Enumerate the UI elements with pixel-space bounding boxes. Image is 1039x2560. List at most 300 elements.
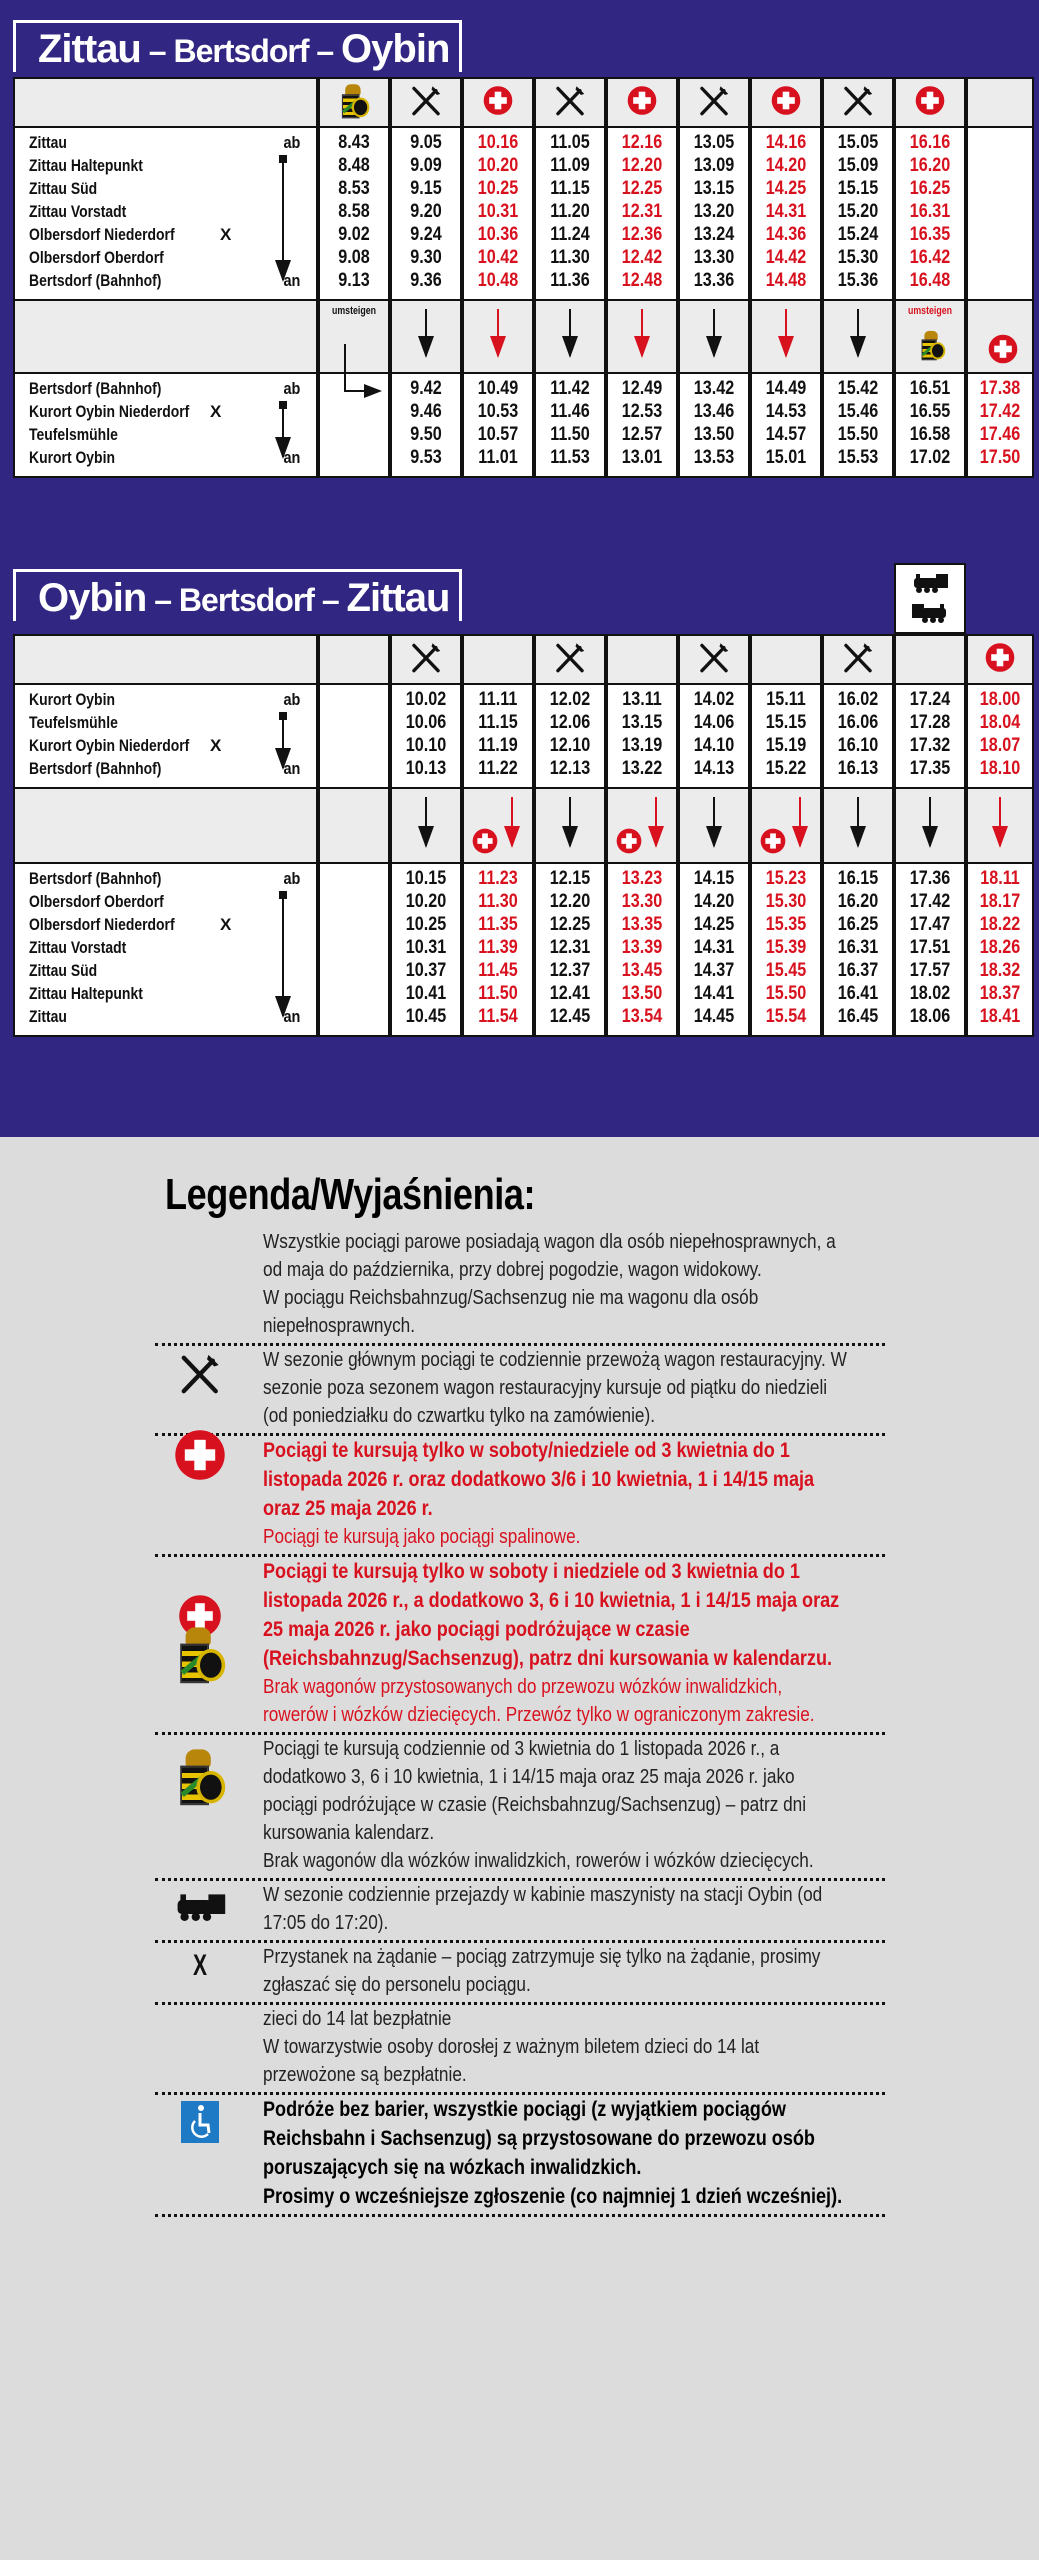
station-name: Bertsdorf (Bahnhof) (29, 271, 162, 290)
section1-lower-stops (13, 372, 1034, 478)
legend-item (155, 1735, 885, 1881)
departure-time: 13.01 (621, 447, 663, 468)
departure-time: 18.10 (979, 758, 1021, 779)
time-cell (390, 126, 462, 301)
red-cross-icon (473, 829, 498, 854)
time-cell (678, 634, 750, 685)
section2-header-row (13, 634, 1034, 685)
legend-text (263, 1436, 848, 1551)
legend-paragraph: Pociągi te kursują jako pociągi spalinowe. (263, 1526, 581, 1548)
time-cell (966, 372, 1034, 478)
cutlery-icon (842, 641, 875, 674)
request-stop-mark: X (220, 915, 232, 934)
departure-time: 10.53 (477, 401, 519, 422)
cutlery-icon (410, 641, 443, 674)
down-arrow-icon (713, 797, 715, 846)
station-ab-an-marker: ab (283, 869, 301, 888)
route-direction-arrow-icon (282, 893, 284, 1016)
departure-time: 12.45 (549, 1006, 591, 1027)
departure-time: 11.01 (478, 447, 518, 468)
title-via: Bertsdorf (178, 582, 314, 618)
departure-time: 17.57 (909, 960, 951, 981)
departure-time: 10.41 (405, 983, 447, 1004)
departure-time: 15.50 (837, 424, 879, 445)
departure-time: 15.20 (837, 201, 879, 222)
request-stop-mark: X (210, 402, 222, 421)
header-icon-holder (410, 84, 443, 122)
departure-time: 15.35 (765, 914, 807, 935)
departure-time: 12.41 (549, 983, 591, 1004)
departure-time: 17.28 (909, 712, 951, 733)
departure-time: 14.31 (765, 201, 807, 222)
legend-paragraph: W pociągu Reichsbahnzug/Sachsenzug nie ma wagonu dla osób niepełnosprawnych. (263, 1287, 759, 1337)
departure-time: 17.42 (979, 401, 1021, 422)
time-cell (822, 683, 894, 789)
section2-lower-stops (13, 862, 1034, 1037)
legend-paragraph: W sezonie głównym pociągi te codziennie przewożą wagon restauracyjny. W sezonie poza sezonem wagon restauracyjny kursuje od piątku do niedzieli (od poniedziałku do czwartku tylko na zamówienie). (263, 1349, 847, 1427)
legend-icon-holder (155, 2101, 245, 2143)
header-icon-holder (629, 87, 655, 118)
departure-time: 15.39 (765, 937, 807, 958)
legend-text (263, 1735, 848, 1875)
time-cell (534, 372, 606, 478)
time-cell (750, 683, 822, 789)
time-cell (750, 372, 822, 478)
wheelchair-icon (181, 2101, 219, 2143)
time-cell (390, 787, 462, 864)
station-ab-an-marker: an (283, 271, 301, 290)
time-cell (462, 126, 534, 301)
departure-time: 10.25 (477, 178, 519, 199)
departure-time: 12.13 (549, 758, 591, 779)
time-cell (966, 862, 1034, 1037)
departure-time: 11.35 (478, 914, 518, 935)
time-cell (606, 299, 678, 374)
departure-time: 14.25 (693, 914, 735, 935)
route-start-marker (279, 891, 287, 899)
time-cell (462, 77, 534, 128)
title-destination: Oybin (341, 27, 450, 71)
departure-time: 17.51 (909, 937, 951, 958)
legend-item (155, 1228, 885, 1346)
header-icon-holder (485, 87, 511, 118)
station-ab-an-marker: an (283, 448, 301, 467)
time-cell (750, 299, 822, 374)
departure-time: 16.16 (909, 132, 951, 153)
departure-time: 14.45 (693, 1006, 735, 1027)
departure-time: 14.41 (693, 983, 735, 1004)
departure-time: 12.20 (621, 155, 663, 176)
red-cross-icon (484, 86, 513, 115)
station-name: Bertsdorf (Bahnhof) (29, 869, 162, 888)
departure-time: 13.05 (693, 132, 735, 153)
departure-time: 10.31 (405, 937, 447, 958)
station-cell (13, 372, 318, 478)
red-cross-icon (628, 86, 657, 115)
departure-time: 12.15 (549, 868, 591, 889)
red-cross-icon (986, 643, 1015, 672)
cutlery-icon (410, 84, 443, 117)
down-arrow-icon (425, 309, 427, 356)
legend-paragraph: Wszystkie pociągi parowe posiadają wagon dla osób niepełnosprawnych, a od maja do października, przy dobrej pogodzie, wagon widokowy. (263, 1231, 836, 1281)
legend-item (155, 1346, 885, 1436)
departure-time: 16.06 (837, 712, 879, 733)
header-icon-holder (917, 87, 943, 118)
departure-time: 12.25 (621, 178, 663, 199)
steam-locomotive-icon (910, 573, 950, 593)
time-cell (390, 299, 462, 374)
departure-time: 17.36 (909, 868, 951, 889)
departure-time: 11.50 (550, 424, 590, 445)
legend-paragraph: W towarzystwie osoby dorosłej z ważnym biletem dzieci do 14 lat przewożone są bezpłatnie. (263, 2036, 760, 2086)
departure-time: 12.31 (549, 937, 591, 958)
legend-text (263, 1881, 848, 1937)
departure-time: 11.11 (478, 689, 518, 710)
time-cell (606, 634, 678, 685)
time-cell (894, 787, 966, 864)
time-cell (894, 126, 966, 301)
departure-time: 15.36 (837, 270, 879, 291)
legend-title: Legenda/Wyjaśnienia: (165, 1170, 536, 1219)
departure-time: 9.46 (410, 401, 442, 422)
departure-time: 11.53 (550, 447, 590, 468)
departure-time: 12.10 (549, 735, 591, 756)
station-name: Zittau (29, 1007, 67, 1026)
time-cell (606, 126, 678, 301)
departure-time: 14.13 (693, 758, 735, 779)
sachsen-reichsbahn-crest-icon (339, 84, 370, 121)
down-arrow-icon (999, 797, 1001, 846)
legend-list (155, 1228, 885, 2217)
departure-time: 14.53 (765, 401, 807, 422)
time-cell (462, 862, 534, 1037)
time-cell (318, 126, 390, 301)
red-cross-icon (916, 86, 945, 115)
station-name: Olbersdorf Niederdorf (29, 225, 175, 244)
station-name: Zittau Süd (29, 961, 98, 980)
change-trains-label: umsteigen (907, 305, 952, 317)
departure-time: 10.16 (477, 132, 519, 153)
departure-time: 12.48 (621, 270, 663, 291)
departure-time: 12.36 (621, 224, 663, 245)
departure-time: 16.35 (909, 224, 951, 245)
time-cell (318, 862, 390, 1037)
departure-time: 10.20 (477, 155, 519, 176)
departure-time: 15.42 (837, 378, 879, 399)
cutlery-icon (178, 1352, 222, 1396)
departure-time: 18.00 (979, 689, 1021, 710)
departure-time: 18.37 (979, 983, 1021, 1004)
departure-time: 14.15 (693, 868, 735, 889)
time-cell (750, 634, 822, 685)
red-cross-icon (617, 829, 642, 854)
time-cell (534, 299, 606, 374)
departure-time: 10.15 (405, 868, 447, 889)
route-start-marker (279, 401, 287, 409)
time-cell (822, 299, 894, 374)
red-cross-icon (772, 86, 801, 115)
departure-time: 11.30 (478, 891, 518, 912)
time-cell (966, 683, 1034, 789)
departure-time: 14.57 (765, 424, 807, 445)
departure-time: 15.15 (837, 178, 879, 199)
departure-time: 17.02 (909, 447, 951, 468)
time-cell (822, 862, 894, 1037)
departure-time: 12.53 (621, 401, 663, 422)
departure-time: 11.23 (478, 868, 518, 889)
departure-time: 16.48 (909, 270, 951, 291)
red-cross-icon (761, 829, 786, 854)
departure-time: 9.53 (410, 447, 442, 468)
departure-time: 18.07 (979, 735, 1021, 756)
legend-text (263, 1943, 848, 1999)
time-cell (894, 372, 966, 478)
departure-time: 15.15 (765, 712, 807, 733)
departure-time: 13.20 (693, 201, 735, 222)
time-cell (390, 372, 462, 478)
departure-time: 9.50 (410, 424, 442, 445)
departure-time: 15.19 (765, 735, 807, 756)
time-cell (534, 126, 606, 301)
time-cell (462, 787, 534, 864)
departure-time: 14.49 (765, 378, 807, 399)
departure-time: 13.24 (693, 224, 735, 245)
departure-time: 14.06 (693, 712, 735, 733)
steam-locomotive-icon (910, 603, 950, 623)
station-cell (13, 683, 318, 789)
station-ab-an-marker: an (283, 759, 301, 778)
departure-time: 14.20 (693, 891, 735, 912)
departure-time: 15.30 (837, 247, 879, 268)
down-arrow-icon (511, 797, 513, 846)
departure-time: 11.15 (550, 178, 590, 199)
down-arrow-icon (655, 797, 657, 846)
departure-time: 14.02 (693, 689, 735, 710)
departure-time: 13.11 (622, 689, 662, 710)
departure-time: 10.31 (477, 201, 519, 222)
departure-time: 15.46 (837, 401, 879, 422)
departure-time: 14.16 (765, 132, 807, 153)
departure-time: 14.37 (693, 960, 735, 981)
station-name: Zittau Vorstadt (29, 938, 127, 957)
departure-time: 16.10 (837, 735, 879, 756)
time-cell (606, 372, 678, 478)
departure-time: 10.10 (405, 735, 447, 756)
station-ab-an-marker: ab (283, 133, 301, 152)
departure-time: 16.02 (837, 689, 879, 710)
departure-time: 8.43 (338, 132, 370, 153)
departure-time: 13.42 (693, 378, 735, 399)
station-name: Zittau Haltepunkt (29, 156, 143, 175)
time-cell (318, 683, 390, 789)
departure-time: 18.32 (979, 960, 1021, 981)
departure-time: 12.42 (621, 247, 663, 268)
time-cell (606, 683, 678, 789)
section1-transfer-row (13, 299, 1034, 374)
time-cell (606, 787, 678, 864)
time-cell (822, 634, 894, 685)
legend-text (263, 1228, 848, 1340)
station-name: Zittau Vorstadt (29, 202, 127, 221)
title-sep: – (313, 582, 347, 618)
station-name: Kurort Oybin Niederdorf (29, 736, 190, 755)
departure-time: 14.20 (765, 155, 807, 176)
legend-paragraph: Przystanek na żądanie – pociąg zatrzymuje się tylko na żądanie, prosimy zgłaszać się do personelu pociągu. (263, 1946, 821, 1996)
departure-time: 16.51 (909, 378, 951, 399)
departure-time: 15.23 (765, 868, 807, 889)
title-origin: Zittau (38, 27, 141, 71)
departure-time: 12.16 (621, 132, 663, 153)
departure-time: 18.41 (979, 1006, 1021, 1027)
legend-paragraph: Pociągi te kursują tylko w soboty/niedziele od 3 kwietnia do 1 listopada 2026 r. oraz dodatkowo 3/6 i 10 kwietnia, 1 i 14/15 maja oraz 25 maja 2026 r. (263, 1439, 815, 1520)
departure-time: 11.19 (478, 735, 518, 756)
departure-time: 15.24 (837, 224, 879, 245)
title-sep: – (146, 582, 179, 618)
departure-time: 16.45 (837, 1006, 879, 1027)
departure-time: 10.48 (477, 270, 519, 291)
header-icon-holder (987, 644, 1013, 675)
legend-icon-holder (155, 1741, 245, 1797)
time-cell (966, 126, 1034, 301)
station-name: Teufelsmühle (29, 713, 118, 732)
time-cell (318, 77, 390, 128)
title-sep: – (308, 33, 342, 69)
departure-time: 15.09 (837, 155, 879, 176)
departure-time: 17.46 (979, 424, 1021, 445)
departure-time: 13.35 (621, 914, 663, 935)
down-arrow-icon (569, 797, 571, 846)
station-ab-an-marker: an (283, 1007, 301, 1026)
departure-time: 8.48 (338, 155, 370, 176)
title-origin: Oybin (38, 576, 147, 620)
time-cell (534, 77, 606, 128)
section1-title (13, 20, 462, 72)
legend-icon-holder (155, 1887, 245, 1927)
request-stop-mark: X (220, 225, 232, 244)
time-cell (894, 77, 966, 128)
legend-paragraph: Brak wagonów przystosowanych do przewozu wózków inwalidzkich, rowerów i wózków dziecięcych. Przewóz tylko w ograniczonym zakresie. (263, 1676, 815, 1726)
departure-time: 9.05 (410, 132, 442, 153)
departure-time: 17.50 (979, 447, 1021, 468)
departure-time: 11.36 (550, 270, 590, 291)
departure-time: 13.50 (693, 424, 735, 445)
departure-time: 18.11 (980, 868, 1020, 889)
down-arrow-icon (785, 309, 787, 356)
departure-time: 16.20 (909, 155, 951, 176)
departure-time: 17.38 (979, 378, 1021, 399)
station-name: Kurort Oybin (29, 690, 115, 709)
departure-time: 14.42 (765, 247, 807, 268)
departure-time: 9.09 (410, 155, 442, 176)
time-cell (534, 683, 606, 789)
departure-time: 16.58 (909, 424, 951, 445)
station-name: Teufelsmühle (29, 425, 118, 444)
departure-time: 13.30 (621, 891, 663, 912)
departure-time: 8.58 (338, 201, 370, 222)
departure-time: 17.35 (909, 758, 951, 779)
station-name: Olbersdorf Oberdorf (29, 248, 164, 267)
departure-time: 14.10 (693, 735, 735, 756)
departure-time: 15.22 (765, 758, 807, 779)
departure-time: 12.37 (549, 960, 591, 981)
station-cell (13, 77, 318, 128)
time-cell (534, 634, 606, 685)
departure-time: 10.45 (405, 1006, 447, 1027)
departure-time: 14.31 (693, 937, 735, 958)
time-cell (606, 77, 678, 128)
red-cross-icon (175, 1430, 224, 1479)
departure-time: 11.39 (478, 937, 518, 958)
departure-time: 11.22 (478, 758, 518, 779)
down-arrow-icon (497, 309, 499, 356)
header-icon-holder (410, 641, 443, 679)
time-cell (894, 299, 966, 374)
section1-header-row (13, 77, 1034, 128)
cutlery-icon (554, 84, 587, 117)
departure-time: 18.22 (979, 914, 1021, 935)
departure-time: 14.48 (765, 270, 807, 291)
cross-and-crest-icon (186, 1603, 214, 1675)
down-arrow-icon (425, 797, 427, 846)
down-arrow-icon (569, 309, 571, 356)
time-cell (390, 634, 462, 685)
request-stop-x-icon: X (192, 1949, 207, 1982)
departure-time: 15.53 (837, 447, 879, 468)
route-start-marker (279, 155, 287, 163)
legend-paragraph: Podróże bez barier, wszystkie pociągi (z wyjątkiem pociągów Reichsbahn i Sachsenzug) są przystosowane do przewozu osób poruszających się na wózkach inwalidzkich. (263, 2098, 815, 2179)
title-via: Bertsdorf (173, 33, 309, 69)
departure-time: 12.49 (621, 378, 663, 399)
legend-icon-holder (155, 1352, 245, 1396)
departure-time: 13.22 (621, 758, 663, 779)
legend-text (263, 1346, 848, 1430)
header-icon-holder (698, 641, 731, 679)
time-cell (966, 787, 1034, 864)
departure-time: 13.46 (693, 401, 735, 422)
legend-item (155, 2005, 885, 2095)
cutlery-icon (698, 84, 731, 117)
station-cell (13, 787, 318, 864)
title-destination: Zittau (346, 576, 450, 620)
departure-time: 12.06 (549, 712, 591, 733)
legend-paragraph: Brak wagonów dla wózków inwalidzkich, rowerów i wózków dziecięcych. (263, 1850, 814, 1872)
departure-time: 16.42 (909, 247, 951, 268)
departure-time: 13.23 (621, 868, 663, 889)
departure-time: 13.54 (621, 1006, 663, 1027)
departure-time: 13.15 (693, 178, 735, 199)
time-cell (462, 634, 534, 685)
time-cell (822, 77, 894, 128)
departure-time: 15.54 (765, 1006, 807, 1027)
departure-time: 10.42 (477, 247, 519, 268)
departure-time: 11.20 (550, 201, 590, 222)
departure-time: 13.09 (693, 155, 735, 176)
departure-time: 10.06 (405, 712, 447, 733)
departure-time: 10.57 (477, 424, 519, 445)
route-start-marker (279, 712, 287, 720)
legend-text (263, 2005, 848, 2089)
change-trains-label: umsteigen (331, 305, 376, 317)
legend-icon-holder (155, 1949, 245, 1983)
departure-time: 17.24 (909, 689, 951, 710)
down-arrow-icon (713, 309, 715, 356)
time-cell (462, 683, 534, 789)
time-cell (318, 634, 390, 685)
header-icon-holder (773, 87, 799, 118)
change-connector-icon (344, 344, 346, 392)
time-cell (822, 787, 894, 864)
departure-time: 9.20 (410, 201, 442, 222)
